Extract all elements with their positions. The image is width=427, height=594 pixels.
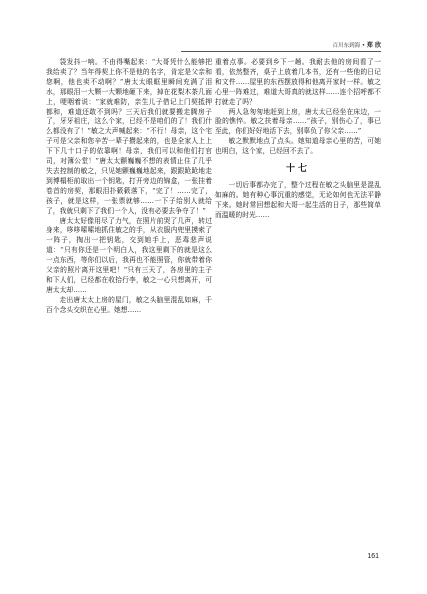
paragraph: 两人急匆匆地赶到上房，唐太太已经坐在床边，一脸的憔悴。敏之扶着母亲……“孩子，别伤心了，事已至此，你们好好地活下去，别辜负了你父亲……” bbox=[215, 107, 381, 136]
running-header bbox=[181, 40, 381, 52]
paragraph: 唐太太好像用尽了力气，在照片前哭了几声，转过身来，哆哆嗦嗦地抓住敏之的手，从衣服内兜里摸索了一阵子，掏出一把钥匙，交到她手上，恶毒悲声说道：“只有你还是一个明白人，我这里剩下的就是这么一点东西，等你们以后，我再也不能照管，你就带着你父亲的照片离开这里吧！”只有三天了，各房里的主子和下人们，已经都在收拾行李，敏之一心只想离开，可唐太太却…… bbox=[46, 216, 212, 294]
paragraph: 走出唐太太上房的屋门，敏之头脑里混乱如麻，千百个念头交织在心里。她想…… bbox=[46, 295, 212, 314]
chapter-heading: 十七 bbox=[285, 164, 310, 175]
paragraph: 袋发抖一响。不由得嘴起来：“大哥凭什么能够把我给卖了？当年得契上你不是他的名字，肯定是父亲和您啊，他也卖不动啊？”唐太太眼眶里瞬间充满了泪水，那眼泪一大颗一大颗地砸下来，掉在花梨木茶几面上，哽咽着说：“家就难防，亲生儿子借记上门契抵押都和，难道还敢不到吗？三天后我们就要搬走腾房子了，牙牙祖庄，这么个家，已经不是咱们的了！我们什么都没有了！”敏之大声喊起来：“不行！母亲，这个宅子可是父亲和您辛苦一辈子攒起来的，也是全家人上上下下几十口子的依靠啊！母亲，我们可以和他们打官司，对簿公堂！”唐太太颤巍巍不想的表情止住了几乎失去控制的敏之，只见她颤巍巍地起来，跟跟跄跄地走到博榻柜前取出一个钥匙，打开旁边的锦盒，一张挂着卷首的房契，那眼泪扑簌簌落下，“完了！……完了，孩子，就是这样，一张票就够……一下子给别人就给了，我就只剩下了我们一个人，没有必要去争夺了！” bbox=[46, 58, 212, 215]
journal-title: 百川东到海 bbox=[332, 43, 361, 49]
paragraph: 一切后事都办完了，整个过程在敏之头脑里是混乱如麻的。她有种心事沉重的感觉，无论如何也无法平静下来。她时常回想起和大哥一起生活的日子，那些简单而温暖的时光…… bbox=[215, 180, 381, 219]
paragraph: 敏之默默地点了点头。她知道母亲心里的苦，可她也明白，这个家，已经回不去了。 bbox=[215, 137, 381, 156]
right-column bbox=[215, 58, 381, 221]
left-column bbox=[46, 58, 212, 316]
paragraph: 重着点事。必要到乡下一趟。我耐去他的房间看了一看，依然整齐，桌子上放着几本书，还有一些他的日记和文件……屋里的东西摆放得和他离开家时一样。敏之心里一阵难过，难道大哥真的就这样……连个招呼都不打就走了吗？ bbox=[215, 58, 381, 106]
author-name: 郑 欣 bbox=[366, 42, 381, 49]
page-number: 161 bbox=[367, 553, 379, 560]
header-separator: • bbox=[361, 43, 366, 49]
